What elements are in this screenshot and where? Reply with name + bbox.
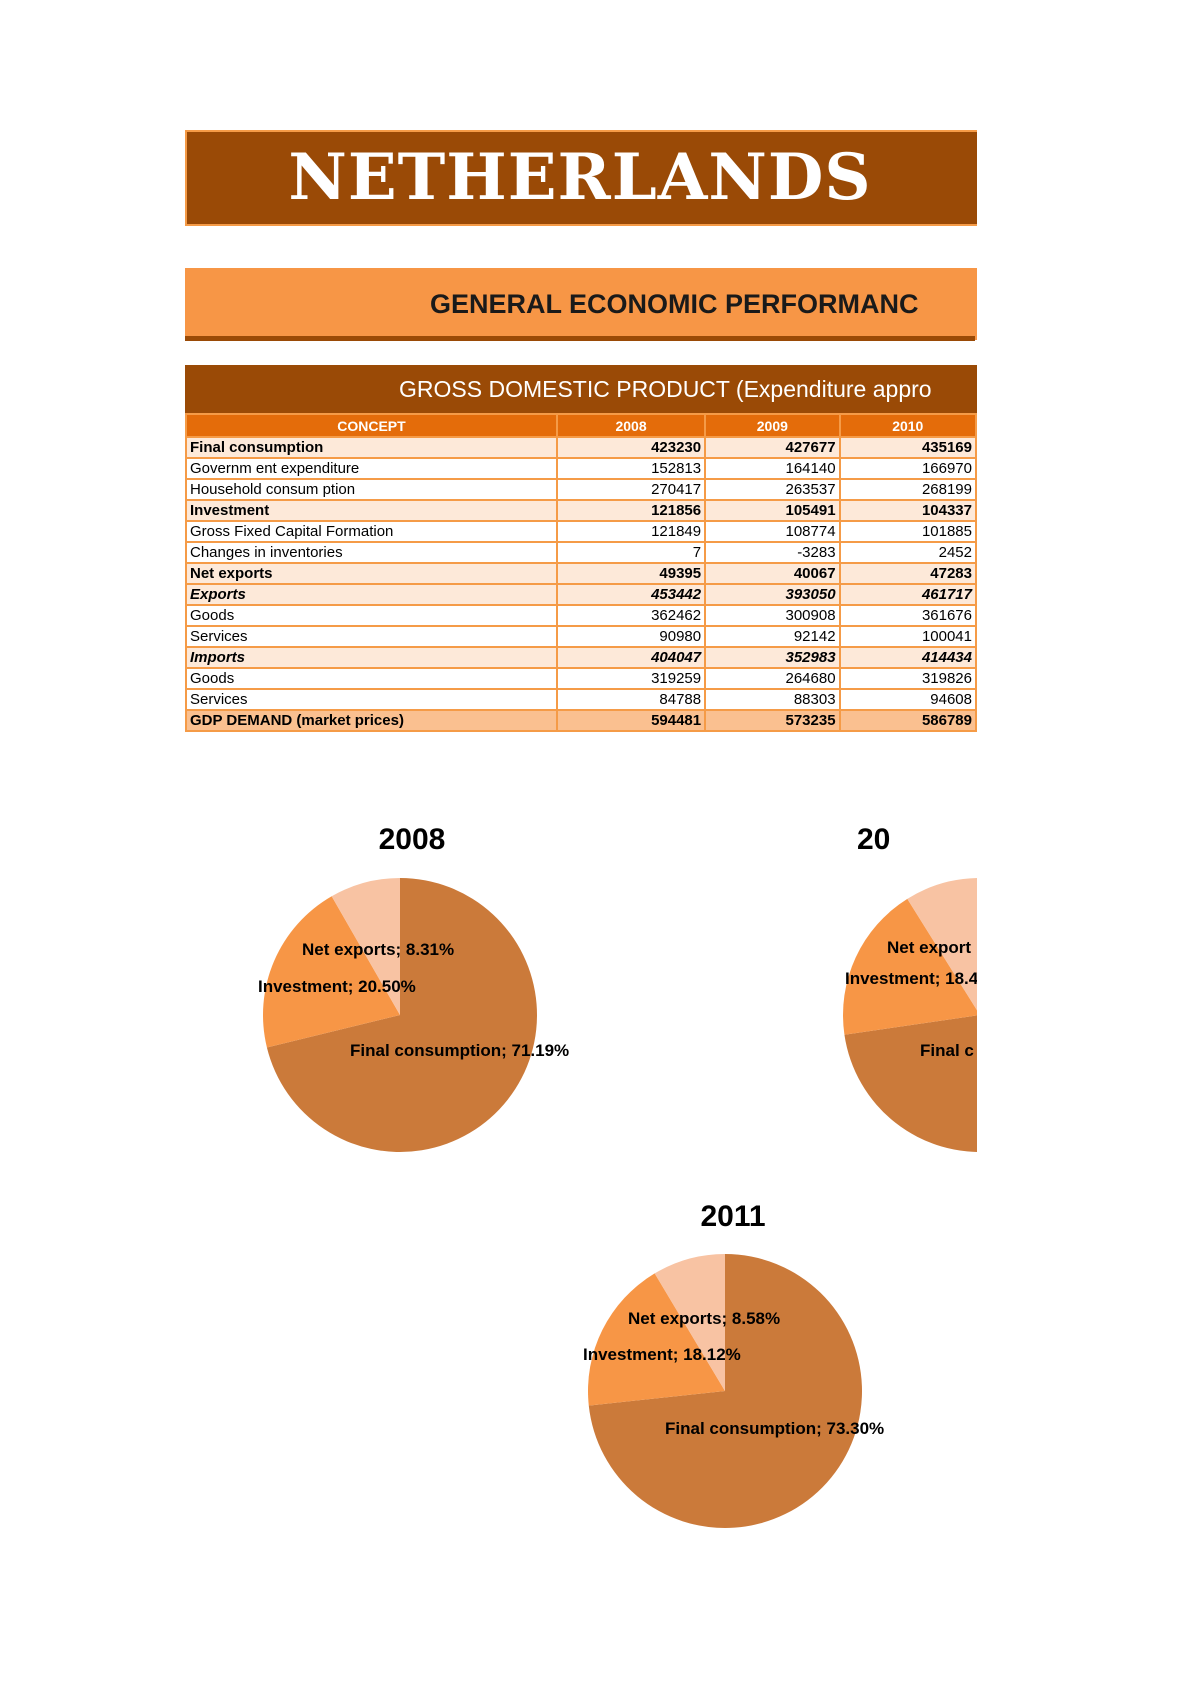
cell-value: 105491	[705, 500, 839, 521]
cell-value: 40067	[705, 563, 839, 584]
table-row	[186, 584, 976, 605]
pie-data-label: Investment; 18.12%	[583, 1345, 741, 1364]
cell-value: 319259	[557, 668, 705, 689]
cell-value: 573235	[705, 710, 839, 731]
table-row	[186, 605, 976, 626]
row-label: Imports	[186, 647, 557, 668]
pie-chart-2009	[780, 860, 977, 1180]
column-header: 2010	[840, 414, 976, 437]
cell-value: 270417	[557, 479, 705, 500]
table-row	[186, 479, 976, 500]
pie-data-label: Net exports; 8.58%	[628, 1309, 781, 1328]
cell-value: 94608	[840, 689, 976, 710]
cell-value: 362462	[557, 605, 705, 626]
cell-value: 108774	[705, 521, 839, 542]
pie-title-2008: 2008	[378, 823, 446, 856]
row-label: Services	[186, 689, 557, 710]
table-row	[186, 626, 976, 647]
table-row	[186, 521, 976, 542]
table-row	[186, 689, 976, 710]
row-label: Net exports	[186, 563, 557, 584]
column-header: CONCEPT	[186, 414, 557, 437]
row-label: Changes in inventories	[186, 542, 557, 563]
row-label: Goods	[186, 605, 557, 626]
cell-value: 121849	[557, 521, 705, 542]
row-label: Investment	[186, 500, 557, 521]
cell-value: 268199	[840, 479, 976, 500]
row-label: Governm ent expenditure	[186, 458, 557, 479]
row-label: Final consumption	[186, 437, 557, 458]
cell-value: 264680	[705, 668, 839, 689]
table-row	[186, 542, 976, 563]
cell-value: 404047	[557, 647, 705, 668]
cell-value: 361676	[840, 605, 976, 626]
pie-chart-2011	[540, 1236, 940, 1556]
cell-value: 300908	[705, 605, 839, 626]
cell-value: 101885	[840, 521, 976, 542]
table-row	[186, 710, 976, 731]
pie-title-2011: 2011	[700, 1200, 766, 1233]
cell-value: 414434	[840, 647, 976, 668]
cell-value: 461717	[840, 584, 976, 605]
cell-value: -3283	[705, 542, 839, 563]
row-label: Services	[186, 626, 557, 647]
cell-value: 88303	[705, 689, 839, 710]
row-label: Goods	[186, 668, 557, 689]
cell-value: 166970	[840, 458, 976, 479]
cell-value: 594481	[557, 710, 705, 731]
cell-value: 427677	[705, 437, 839, 458]
cell-value: 319826	[840, 668, 976, 689]
cell-value: 49395	[557, 563, 705, 584]
cell-value: 92142	[705, 626, 839, 647]
table-row	[186, 647, 976, 668]
table-row	[186, 563, 976, 584]
pie-data-label: Final consumption; 73.30%	[665, 1419, 885, 1438]
pie-chart-2008	[200, 860, 600, 1180]
cell-value: 393050	[705, 584, 839, 605]
table-row	[186, 458, 976, 479]
cell-value: 90980	[557, 626, 705, 647]
gdp-table	[185, 413, 977, 732]
row-label: Household consum ption	[186, 479, 557, 500]
table-row	[186, 668, 976, 689]
section-subtitle: GENERAL ECONOMIC PERFORMANC	[430, 289, 919, 319]
pie-data-label: Final c	[920, 1041, 974, 1060]
cell-value: 263537	[705, 479, 839, 500]
pie-data-label: Investment; 18.4	[845, 969, 979, 988]
cell-value: 586789	[840, 710, 976, 731]
row-label: GDP DEMAND (market prices)	[186, 710, 557, 731]
cell-value: 152813	[557, 458, 705, 479]
gdp-section-title: GROSS DOMESTIC PRODUCT (Expenditure appro	[399, 376, 932, 402]
cell-value: 423230	[557, 437, 705, 458]
cell-value: 2452	[840, 542, 976, 563]
column-header: 2008	[557, 414, 705, 437]
pie-data-label: Final consumption; 71.19%	[350, 1041, 570, 1060]
cell-value: 352983	[705, 647, 839, 668]
table-row	[186, 500, 976, 521]
cell-value: 121856	[557, 500, 705, 521]
pie-data-label: Net exports; 8.31%	[302, 940, 455, 959]
cell-value: 100041	[840, 626, 976, 647]
cell-value: 453442	[557, 584, 705, 605]
cell-value: 47283	[840, 563, 976, 584]
cell-value: 435169	[840, 437, 976, 458]
cell-value: 104337	[840, 500, 976, 521]
pie-data-label: Net export	[887, 938, 972, 957]
row-label: Gross Fixed Capital Formation	[186, 521, 557, 542]
cell-value: 7	[557, 542, 705, 563]
cell-value: 164140	[705, 458, 839, 479]
gdp-table-header	[186, 414, 976, 437]
row-label: Exports	[186, 584, 557, 605]
pie-title-2009: 20	[857, 823, 891, 856]
pie-data-label: Investment; 20.50%	[258, 977, 416, 996]
table-row	[186, 437, 976, 458]
cell-value: 84788	[557, 689, 705, 710]
column-header: 2009	[705, 414, 839, 437]
country-title: NETHERLANDS	[288, 140, 872, 215]
